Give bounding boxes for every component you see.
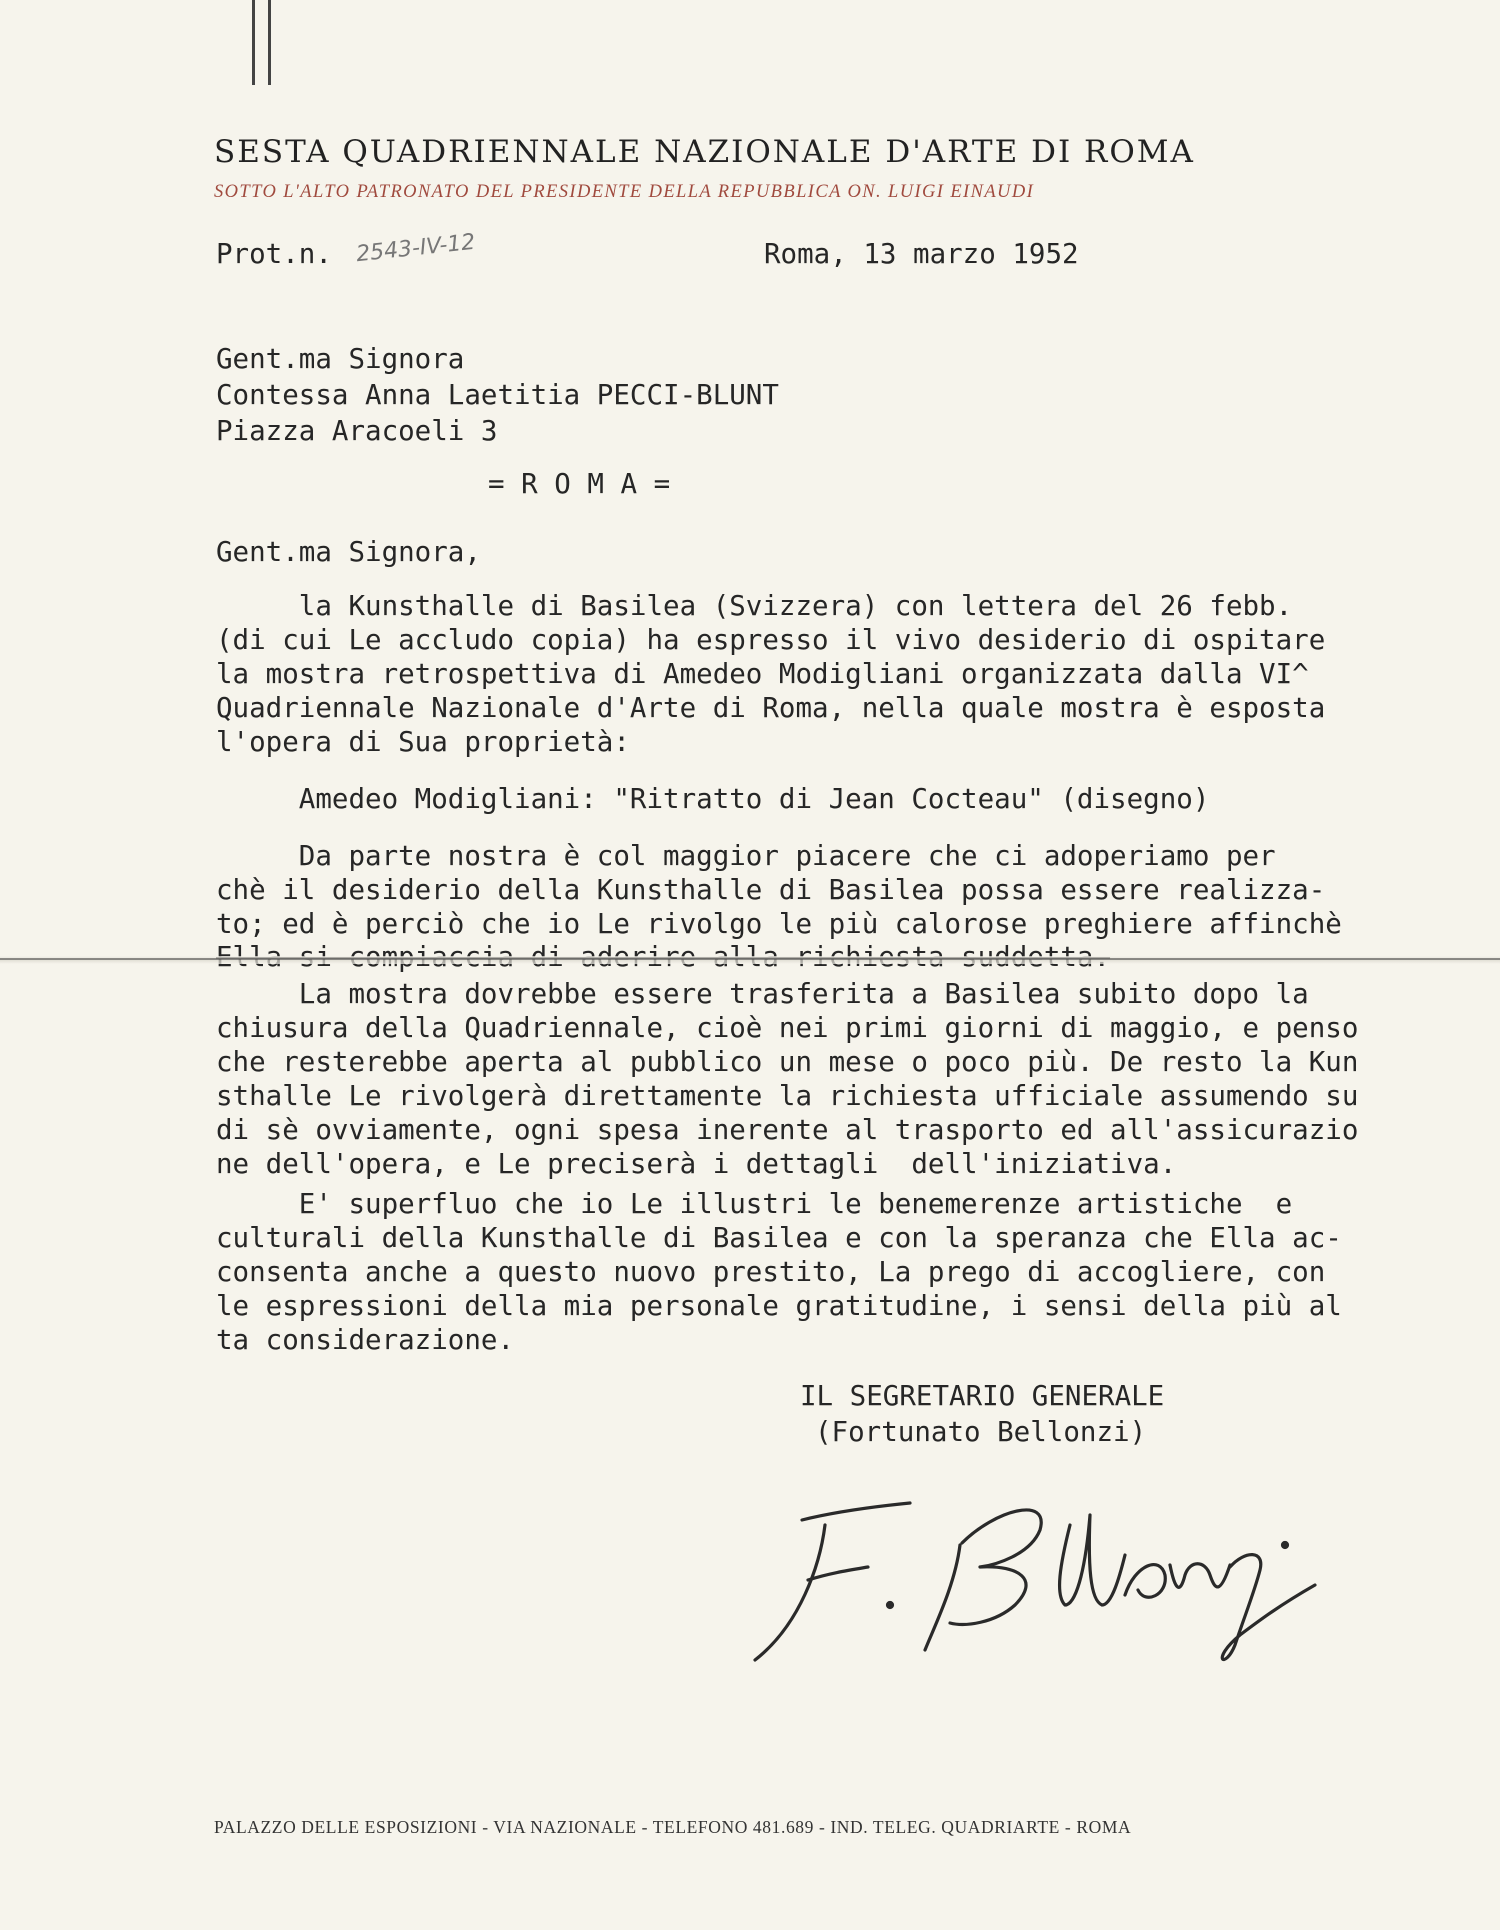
- body-line: sthalle Le rivolgerà direttamente la richiesta ufficiale assumendo su: [216, 1080, 1359, 1112]
- addressee-line-2: Contessa Anna Laetitia PECCI-BLUNT: [216, 379, 779, 411]
- letter-date: Roma, 13 marzo 1952: [764, 238, 1079, 270]
- body-line: to; ed è perciò che io Le rivolgo le più calorose preghiere affinchè: [216, 908, 1342, 940]
- body-line: la Kunsthalle di Basilea (Svizzera) con lettera del 26 febb.: [216, 590, 1293, 622]
- body-line: Da parte nostra è col maggior piacere che ci adoperiamo per: [216, 840, 1276, 872]
- body-line: E' superfluo che io Le illustri le benemerenze artistiche e: [216, 1188, 1293, 1220]
- addressee-line-1: Gent.ma Signora: [216, 343, 465, 375]
- body-line: le espressioni della mia personale gratitudine, i sensi della più al: [216, 1290, 1342, 1322]
- binder-mark-right: [268, 0, 271, 85]
- protocol-label: Prot.n.: [216, 238, 332, 270]
- body-line: consenta anche a questo nuovo prestito, La prego di accogliere, con: [216, 1256, 1326, 1288]
- closing-name: (Fortunato Bellonzi): [815, 1416, 1147, 1448]
- body-line: chè il desiderio della Kunsthalle di Basilea possa essere realizza-: [216, 874, 1326, 906]
- signature-text: F. Bellonzi: [740, 1455, 745, 1456]
- artwork-title: Amedeo Modigliani: "Ritratto di Jean Cocteau" (disegno): [216, 783, 1210, 815]
- salutation: Gent.ma Signora,: [216, 536, 481, 568]
- closing-role: IL SEGRETARIO GENERALE: [800, 1380, 1165, 1412]
- body-line: che resterebbe aperta al pubblico un mese o poco più. De resto la Kun: [216, 1046, 1359, 1078]
- body-line: la mostra retrospettiva di Amedeo Modigliani organizzata dalla VI^: [216, 658, 1309, 690]
- body-line: culturali della Kunsthalle di Basilea e con la speranza che Ella ac-: [216, 1222, 1342, 1254]
- body-line: La mostra dovrebbe essere trasferita a Basilea subito dopo la: [216, 978, 1309, 1010]
- addressee-line-3: Piazza Aracoeli 3: [216, 415, 498, 447]
- body-line: chiusura della Quadriennale, cioè nei primi giorni di maggio, e penso: [216, 1012, 1359, 1044]
- letterhead-patronage: SOTTO L'ALTO PATRONATO DEL PRESIDENTE DELLA REPUBBLICA ON. LUIGI EINAUDI: [214, 182, 1035, 202]
- paper-fold-line: [0, 958, 1500, 960]
- footer-address: PALAZZO DELLE ESPOSIZIONI - VIA NAZIONALE - TELEFONO 481.689 - IND. TELEG. QUADRIARTE - ROMA: [214, 1817, 1132, 1837]
- body-line: ta considerazione.: [216, 1324, 515, 1356]
- addressee-city: = R O M A =: [488, 468, 671, 500]
- body-line: Quadriennale Nazionale d'Arte di Roma, nella quale mostra è esposta: [216, 692, 1326, 724]
- signature: [740, 1455, 1360, 1665]
- binder-mark-left: [252, 0, 255, 85]
- protocol-number: 2543-IV-12: [355, 229, 477, 268]
- letterhead-title: SESTA QUADRIENNALE NAZIONALE D'ARTE DI ROMA: [214, 134, 1195, 170]
- body-line: ne dell'opera, e Le preciserà i dettagli dell'iniziativa.: [216, 1148, 1177, 1180]
- body-line: l'opera di Sua proprietà:: [216, 726, 630, 758]
- body-line: di sè ovviamente, ogni spesa inerente al trasporto ed all'assicurazio: [216, 1114, 1359, 1146]
- body-line: (di cui Le accludo copia) ha espresso il vivo desiderio di ospitare: [216, 624, 1326, 656]
